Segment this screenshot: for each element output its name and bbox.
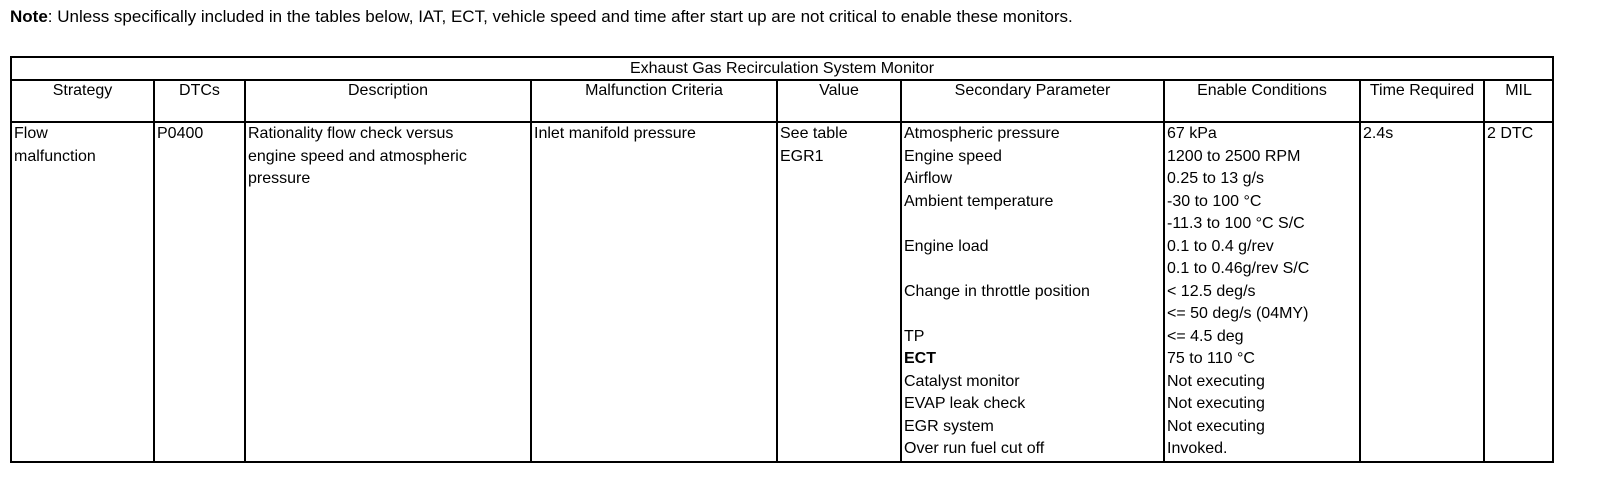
header-time-required: Time Required (1360, 80, 1484, 122)
cell-strategy (11, 122, 154, 462)
cell-line: 75 to 110 °C (1167, 350, 1255, 367)
header-dtcs: DTCs (154, 80, 245, 122)
note-text (10, 6, 1073, 28)
cell-line: EGR system (904, 417, 994, 435)
cell-line: Engine load (904, 237, 989, 255)
cell-line: EVAP leak check (904, 395, 1026, 412)
cell-line: Engine speed (904, 147, 1002, 165)
cell-line (904, 213, 1161, 236)
cell-line: <= 4.5 deg (1167, 327, 1244, 345)
cell-time-required (1360, 122, 1484, 462)
cell-line: Flow (14, 125, 48, 142)
egr-monitor-table (10, 56, 1554, 463)
cell-line: See table (780, 125, 848, 142)
header-strategy: Strategy (11, 80, 154, 122)
cell-line: 0.1 to 0.4 g/rev (1167, 237, 1274, 255)
cell-line: <= 50 deg/s (04MY) (1167, 305, 1309, 322)
cell-line: < 12.5 deg/s (1167, 282, 1256, 300)
cell-line: Atmospheric pressure (904, 125, 1060, 142)
cell-line: Inlet manifold pressure (534, 125, 696, 142)
cell-dtcs (154, 122, 245, 462)
header-malfunction-criteria: Malfunction Criteria (531, 80, 777, 122)
cell-line: engine speed and atmospheric (248, 147, 467, 165)
cell-line: Airflow (904, 170, 953, 187)
cell-line: Not executing (1167, 395, 1265, 412)
header-value: Value (777, 80, 901, 122)
cell-secondary-parameter (901, 122, 1164, 462)
cell-line: Invoked. (1167, 440, 1228, 457)
cell-line: malfunction (14, 147, 96, 165)
cell-line: Rationality flow check versus (248, 125, 454, 142)
cell-line (904, 303, 1161, 326)
cell-malfunction-criteria (531, 122, 777, 462)
header-secondary-parameter: Secondary Parameter (901, 80, 1164, 122)
cell-value (777, 122, 901, 462)
cell-line: 67 kPa (1167, 125, 1217, 142)
cell-line: ECT (904, 350, 936, 367)
cell-enable-conditions (1164, 122, 1360, 462)
cell-line: pressure (248, 170, 311, 187)
table-row (11, 122, 1553, 462)
cell-line: Catalyst monitor (904, 372, 1020, 390)
cell-line: Change in throttle position (904, 282, 1090, 300)
cell-mil (1484, 122, 1553, 462)
cell-line: Ambient temperature (904, 192, 1054, 210)
cell-line: -11.3 to 100 °C S/C (1167, 215, 1305, 232)
cell-line: -30 to 100 °C (1167, 192, 1262, 210)
cell-line (904, 258, 1161, 281)
cell-line: 2.4s (1363, 125, 1394, 142)
table-header-row (11, 80, 1553, 122)
cell-line: EGR1 (780, 147, 824, 165)
table-title-row (11, 57, 1553, 80)
header-mil: MIL (1484, 80, 1553, 122)
cell-line: 0.1 to 0.46g/rev S/C (1167, 260, 1310, 277)
cell-line: Over run fuel cut off (904, 440, 1045, 457)
cell-line: Not executing (1167, 417, 1265, 435)
cell-line: 2 DTC (1487, 125, 1534, 142)
cell-line: P0400 (157, 125, 204, 142)
cell-line: TP (904, 327, 925, 345)
cell-description (245, 122, 531, 462)
table-title: Exhaust Gas Recirculation System Monitor (11, 57, 1553, 80)
note-body: : Unless specifically included in the tables below, IAT, ECT, vehicle speed and time after start up are not critical to enable these monitors. (47, 7, 1073, 26)
cell-line: 1200 to 2500 RPM (1167, 147, 1301, 165)
header-enable-conditions: Enable Conditions (1164, 80, 1360, 122)
note-label: Note (10, 7, 48, 26)
header-description: Description (245, 80, 531, 122)
cell-line: 0.25 to 13 g/s (1167, 170, 1264, 187)
cell-line: Not executing (1167, 372, 1265, 390)
